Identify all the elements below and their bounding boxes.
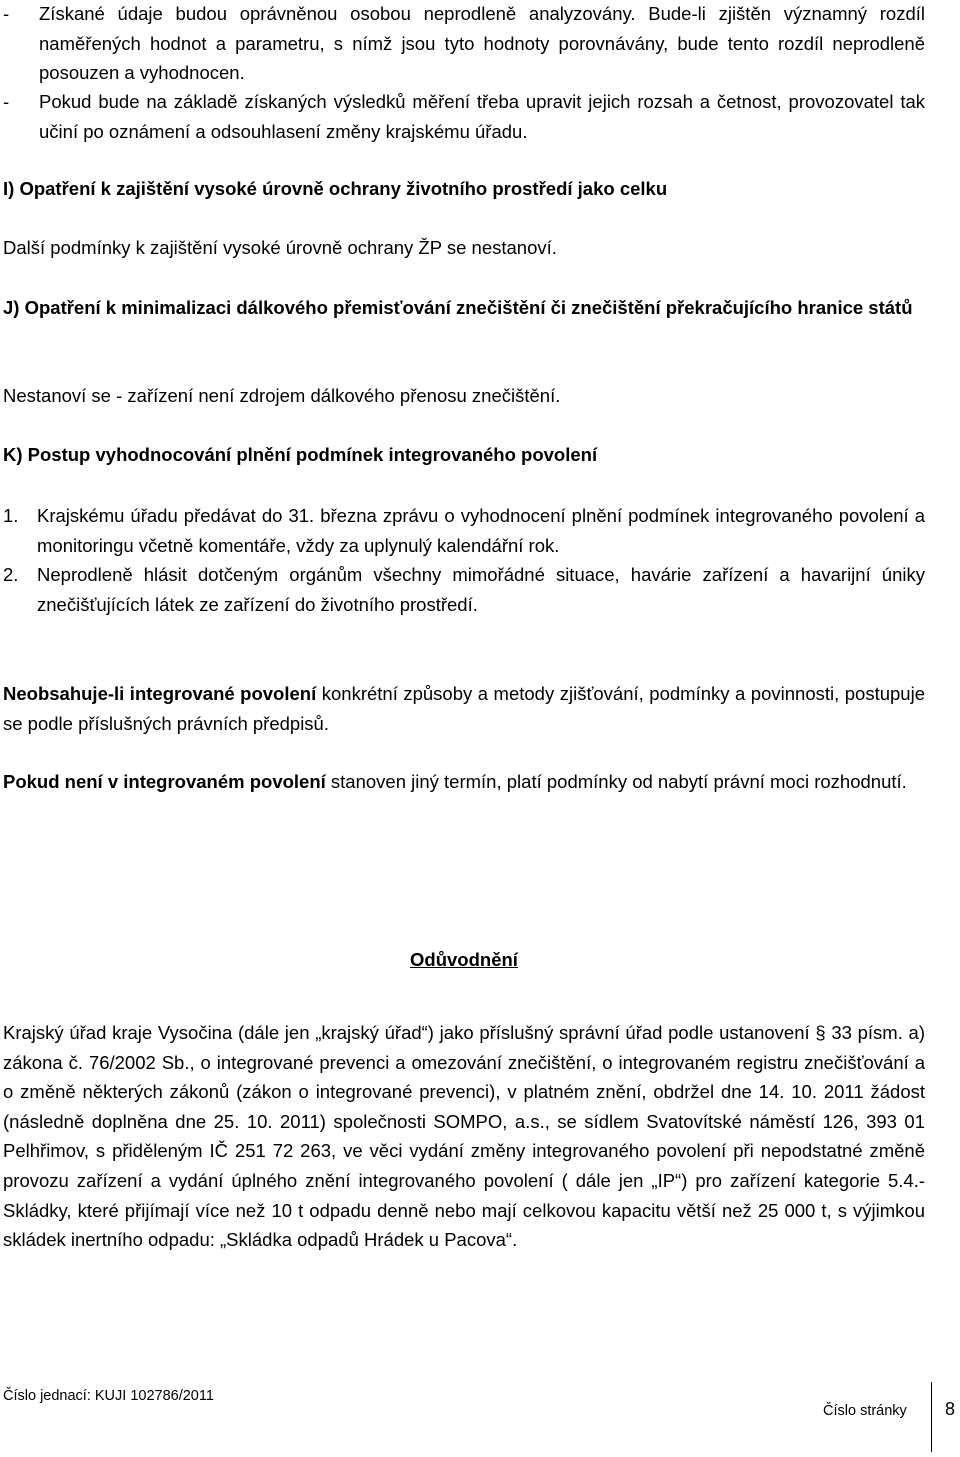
- section-j-heading: J) Opatření k minimalizaci dálkového přemisťování znečištění či znečištění překračujícího hranice států: [3, 297, 913, 318]
- list-number: 1.: [3, 505, 19, 526]
- section-i-text: Další podmínky k zajištění vysoké úrovně ochrany ŽP se nestanoví.: [3, 237, 557, 258]
- page-number-label: Číslo stránky: [823, 1403, 907, 1419]
- page-footer: [3, 1382, 958, 1457]
- reasoning-heading: Odůvodnění: [410, 949, 518, 970]
- reference-number: Číslo jednací: KUJI 102786/2011: [3, 1388, 214, 1404]
- section-k-heading: K) Postup vyhodnocování plnění podmínek integrovaného povolení: [3, 444, 598, 465]
- note-paragraph: [3, 767, 925, 797]
- list-item: [3, 560, 925, 619]
- section-i-heading: I) Opatření k zajištění vysoké úrovně ochrany životního prostředí jako celku: [3, 178, 668, 199]
- bullet-marker: -: [3, 91, 10, 112]
- list-text: Krajskému úřadu předávat do 31. března zprávu o vyhodnocení plnění podmínek integrovaného povolení a monitoringu včetně komentáře, vždy za uplynulý kalendářní rok.: [37, 505, 925, 556]
- note-bold-lead: Neobsahuje-li integrované povolení: [3, 683, 317, 704]
- note-text: stanoven jiný termín, platí podmínky od nabytí právní moci rozhodnutí.: [325, 771, 907, 792]
- section-j-text: Nestanoví se - zařízení není zdrojem dálkového přenosu znečištění.: [3, 385, 561, 406]
- reasoning-text: Krajský úřad kraje Vysočina (dále jen „krajský úřad“) jako příslušný správní úřad podle ustanovení § 33 písm. a) zákona č. 76/2002 Sb., o integrované prevenci a omezování znečištění, o integrovaném registru znečišťování a o změně některých zákonů (zákon o integrované prevenci), v platném znění, obdržel dne 14. 10. 2011 žádost (následně doplněna dne 25. 10. 2011) společnosti SOMPO, a.s., se sídlem Svatovítské náměstí 126, 393 01 Pelhřimov, s přiděleným IČ 251 72 263, ve věci vydání změny integrovaného povolení při nepodstatné změně provozu zařízení a vydání úplného znění integrovaného povolení ( dále jen „IP“) pro zařízení kategorie 5.4.- Skládky, které přijímají více než 10 t odpadu denně nebo mají celkovou kapacitu větší než 25 000 t, s výjimkou skládek inertního odpadu: „Skládka odpadů Hrádek u Pacova“.: [3, 1022, 925, 1251]
- bullet-item: [3, 0, 925, 88]
- list-item: [3, 501, 925, 560]
- note-text: konkrétní způsoby a metody zjišťování, podmínky a povinnosti, postupuje se podle příslušných právních předpisů.: [3, 683, 925, 734]
- note-bold-lead: Pokud není v integrovaném povolení: [3, 771, 326, 792]
- list-text: Neprodleně hlásit dotčeným orgánům všechny mimořádné situace, havárie zařízení a havarijní úniky znečišťujících látek ze zařízení do životního prostředí.: [37, 564, 925, 615]
- footer-divider: [931, 1382, 932, 1452]
- bullet-text: Pokud bude na základě získaných výsledků měření třeba upravit jejich rozsah a četnost, provozovatel tak učiní po oznámení a odsouhlasení změny krajskému úřadu.: [39, 91, 925, 142]
- bullet-marker: -: [3, 3, 10, 24]
- bullet-item: [3, 87, 925, 146]
- bullet-text: Získané údaje budou oprávněnou osobou neprodleně analyzovány. Bude-li zjištěn významný rozdíl naměřených hodnot a parametru, s nímž jsou tyto hodnoty porovnávány, bude tento rozdíl neprodleně posouzen a vyhodnocen.: [39, 3, 925, 84]
- list-number: 2.: [3, 564, 19, 585]
- note-paragraph: [3, 679, 925, 738]
- page-number: 8: [945, 1399, 956, 1419]
